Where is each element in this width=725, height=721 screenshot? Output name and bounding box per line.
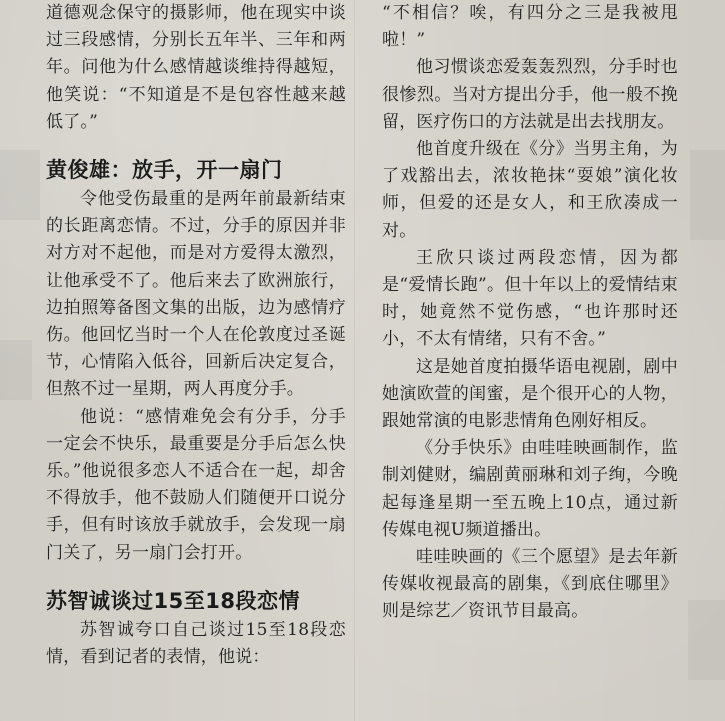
article-paragraph: “不相信？唉，有四分之三是我被甩啦！” (382, 3, 678, 51)
article-paragraph: 他说：“感情难免会有分手，分手一定会不快乐，最重要是分手后怎么快乐。”他说很多恋人不适合在一起，却舍不得放手，他不鼓励人们随便开口说分手，但有时该放手就放手，会发现一扇门关了，另一扇门会打开。 (46, 406, 346, 563)
bleed-through-shadow (0, 150, 40, 220)
right-column (382, 0, 678, 626)
bleed-through-shadow (0, 340, 32, 400)
article-paragraph: 道德观念保守的摄影师，他在现实中谈过三段感情，分别长五年半、三年和两年。问他为什么感情越谈维持得越短，他笑说：“不知道是不是包容性越来越低了。” (46, 3, 346, 132)
left-column (46, 0, 346, 671)
article-paragraph: 《分手快乐》由哇哇映画制作，监制刘健财，编剧黄丽琳和刘子绚，今晚起每逢星期一至五晚上10点，通过新传媒电视U频道播出。 (382, 438, 678, 540)
column-divider (354, 0, 355, 721)
article-paragraph: 这是她首度拍摄华语电视剧，剧中她演欧萱的闺蜜，是个很开心的人物，跟她常演的电影悲情角色刚好相反。 (382, 356, 678, 432)
article-paragraph: 他习惯谈恋爱轰轰烈烈，分手时也很惨烈。当对方提出分手，他一般不挽留，医疗伤口的方法就是出去找朋友。 (382, 57, 678, 132)
article-paragraph: 王欣只谈过两段恋情，因为都是“爱情长跑”。但十年以上的爱情结束时，她竟然不觉伤感，“也许那时还小，不太有情绪，只有不舍。” (382, 247, 678, 350)
article-paragraph: 哇哇映画的《三个愿望》是去年新传媒收视最高的剧集，《到底住哪里》则是综艺／资讯节目最高。 (382, 547, 678, 622)
section-heading: 黄俊雄：放手，开一扇门 (46, 158, 283, 183)
bleed-through-shadow (690, 150, 725, 240)
article-paragraph: 苏智诚夸口自己谈过15至18段恋情，看到记者的表情，他说： (46, 619, 346, 668)
section-heading: 苏智诚谈过15至18段恋情 (46, 588, 300, 613)
bleed-through-shadow (688, 600, 725, 680)
article-paragraph: 令他受伤最重的是两年前最新结束的长距离恋情。不过，分手的原因并非对方对不起他，而是对方爱得太激烈，让他承受不了。他后来去了欧洲旅行，边拍照筹备图文集的出版，边为感情疗伤。他回忆当时一个人在伦敦度过圣诞节，心情陷入低谷，回新后决定复合，但熬不过一星期，两人再度分手。 (46, 189, 346, 400)
article-paragraph: 他首度升级在《分》当男主角，为了戏豁出去，浓妆艳抹“耍娘”演化妆师，但爱的还是女人，和王欣凑成一对。 (382, 139, 678, 241)
